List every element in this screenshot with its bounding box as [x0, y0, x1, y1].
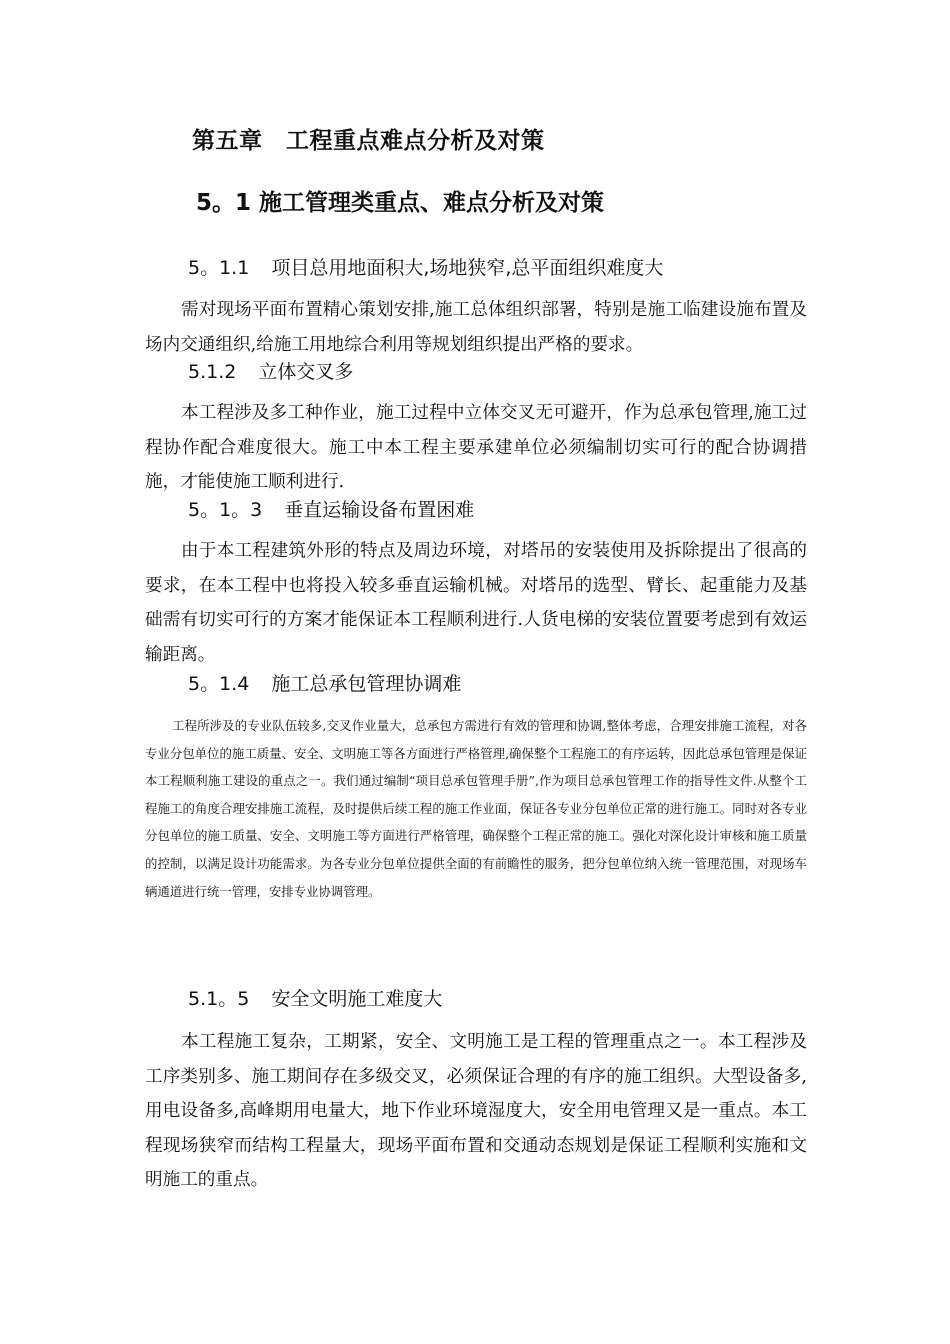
subsection-heading [188, 669, 461, 696]
paragraph: 需对现场平面布置精心策划安排,施工总体组织部署，特别是施工临建设施布置及场内交通组织,给施工用地综合利用等规划组织提出严格的要求。 [145, 300, 807, 355]
paragraph: 本工程涉及多工种作业，施工过程中立体交叉无可避开，作为总承包管理,施工过程协作配合难度很大。施工中本工程主要承建单位必须编制切实可行的配合协调措施，才能使施工顺利进行. [145, 403, 807, 493]
paragraph: 由于本工程建筑外形的特点及周边环境，对塔吊的安装使用及拆除提出了很高的要求，在本工程中也将投入较多垂直运输机械。对塔吊的选型、臂长、起重能力及基础需有切实可行的方案才能保证本工程顺利进行.人货电梯的安装位置要考虑到有效运输距离。 [145, 541, 807, 665]
subsection-number: 5.1.2 [188, 361, 237, 383]
subsection-heading [188, 253, 663, 280]
subsection-heading [188, 984, 442, 1011]
subsection-title: 垂直运输设备布置困难 [284, 499, 475, 521]
section-title: 5。1 施工管理类重点、难点分析及对策 [196, 190, 605, 216]
subsection-title: 立体交叉多 [258, 361, 354, 383]
subsection-number: 5。1.4 [188, 673, 250, 695]
subsection-title: 项目总用地面积大,场地狭窄,总平面组织难度大 [271, 257, 664, 279]
subsection-number: 5。1。3 [188, 499, 263, 521]
subsection-number: 5.1。5 [188, 988, 250, 1010]
subsection-heading [188, 495, 474, 522]
subsection-heading [188, 357, 353, 384]
subsection-title: 施工总承包管理协调难 [271, 673, 462, 695]
paragraph: 本工程施工复杂，工期紧，安全、文明施工是工程的管理重点之一。本工程涉及工序类别多、施工期间存在多级交叉，必须保证合理的有序的施工组织。大型设备多,用电设备多,高峰期用电量大，地下作业环境湿度大，安全用电管理又是一重点。本工程现场狭窄而结构工程量大，现场平面布置和交通动态规划是保证工程顺利实施和文明施工的重点。 [145, 1032, 807, 1191]
paragraph-small: 工程所涉及的专业队伍较多,交叉作业量大，总承包方需进行有效的管理和协调,整体考虑，合理安排施工流程，对各专业分包单位的施工质量、安全、文明施工等各方面进行严格管理,确保整个工程施工的有序运转，因此总承包管理是保证本工程顺利施工建设的重点之一。我们通过编制“项目总承包管理手册”,作为项目总承包管理工作的指导性文件.从整个工程施工的角度合理安排施工流程，及时提供后续工程的施工作业面，保证各专业分包单位正常的进行施工。同时对各专业分包单位的施工质量、安全、文明施工等方面进行严格管理，确保整个工程正常的施工。强化对深化设计审核和施工质量的控制，以满足设计功能需求。为各专业分包单位提供全面的有前瞻性的服务，把分包单位纳入统一管理范围，对现场车辆通道进行统一管理，安排专业协调管理。 [145, 718, 807, 899]
chapter-title: 第五章 工程重点难点分析及对策 [192, 128, 545, 154]
subsection-title: 安全文明施工难度大 [271, 988, 443, 1010]
subsection-number: 5。1.1 [188, 257, 250, 279]
